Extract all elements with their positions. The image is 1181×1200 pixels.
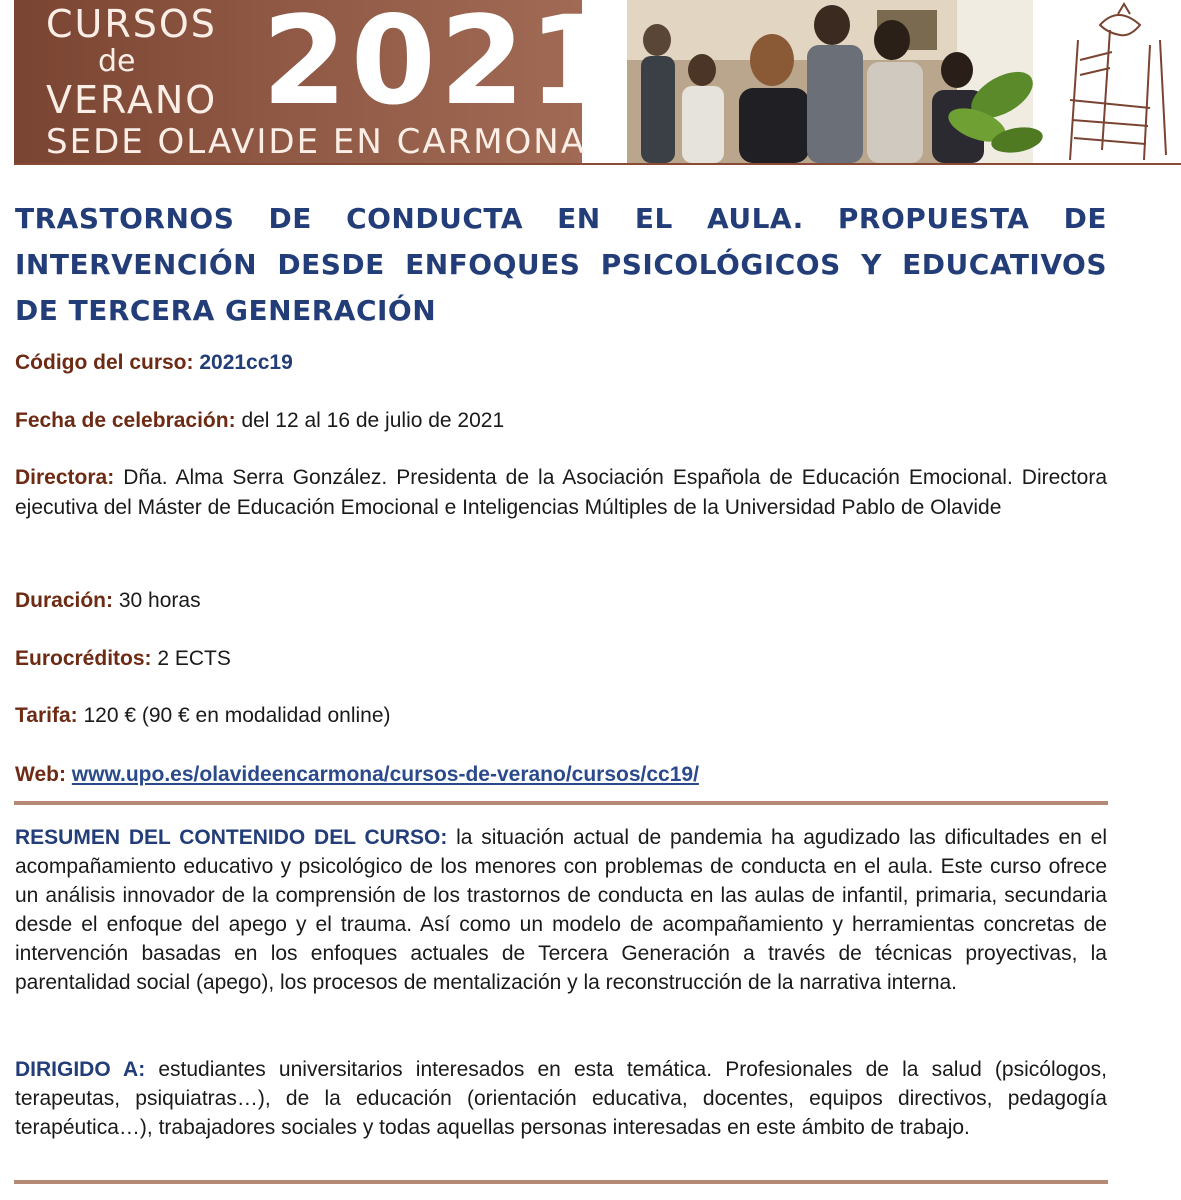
duracion-value: 30 horas <box>118 589 201 612</box>
fecha-label: Fecha de celebración: <box>15 409 236 432</box>
banner-year: 2021 <box>262 0 618 132</box>
web-link[interactable]: www.upo.es/olavideencarmona/cursos-de-verano/cursos/cc19/ <box>71 763 699 786</box>
directora-value: Dña. Alma Serra González. Presidenta de la Asociación Española de Educación Emocional. Directora ejecutiva del Máster de Educación Emocional e Inteligencias Múltiples de la Universidad Pablo de Olavide <box>15 466 1107 519</box>
banner-title-block <box>14 0 618 163</box>
resumen-section <box>15 823 1107 997</box>
fecha-value: del 12 al 16 de julio de 2021 <box>241 409 505 432</box>
eurocreditos-value: 2 ECTS <box>157 647 231 670</box>
banner-photo-image <box>627 0 1033 163</box>
field-duracion <box>15 586 1107 616</box>
field-web <box>15 760 1107 790</box>
web-label: Web: <box>15 763 66 786</box>
directora-label: Directora: <box>15 466 115 489</box>
tarifa-label: Tarifa: <box>15 704 78 727</box>
field-codigo <box>15 348 1107 378</box>
tarifa-value: 120 € (90 € en modalidad online) <box>83 704 391 727</box>
bottom-divider <box>14 1180 1108 1184</box>
field-eurocreditos <box>15 644 1107 674</box>
field-tarifa <box>15 701 1107 731</box>
field-directora <box>15 463 1107 523</box>
resumen-text: la situación actual de pandemia ha agudizado las dificultades en el acompañamiento educativo y psicológico de los menores con problemas de conducta en el aula. Este curso ofrece un análisis innovador de la comprensión de los trastornos de conducta en las aulas de infantil, primaria, secundaria desde el enfoque del apego y el trauma. Así como un modelo de acompañamiento y herramientas concretas de intervención basadas en los enfoques actuales de Tercera Generación a través de técnicas proyectivas, la parentalidad social (apego), los procesos de mentalización y la reconstrucción de la narrativa interna. <box>15 826 1107 994</box>
banner-de: de <box>98 44 136 79</box>
banner-divider <box>14 163 1181 165</box>
resumen-label: RESUMEN DEL CONTENIDO DEL CURSO: <box>15 826 448 849</box>
section-divider <box>14 801 1108 805</box>
banner-cursos: CURSOS <box>46 2 217 46</box>
chair-illustration <box>1040 0 1181 163</box>
field-fecha <box>15 406 1107 436</box>
chair-icon <box>1040 0 1181 163</box>
header-banner <box>0 0 1181 166</box>
dirigido-text: estudiantes universitarios interesados en esta temática. Profesionales de la salud (psicólogos, terapeutas, psiquiatras…), de la educación (orientación educativa, docentes, equipos directivos, pedagogía terapéutica…), trabajadores sociales y todas aquellas personas interesadas en este ámbito de trabajo. <box>15 1058 1107 1139</box>
dirigido-section <box>15 1055 1107 1142</box>
duracion-label: Duración: <box>15 589 114 612</box>
banner-sede: SEDE OLAVIDE EN CARMONA <box>46 122 586 162</box>
banner-verano: VERANO <box>46 78 218 122</box>
codigo-label: Código del curso: <box>15 351 194 374</box>
eurocreditos-label: Eurocréditos: <box>15 647 152 670</box>
dirigido-label: DIRIGIDO A: <box>15 1058 146 1081</box>
codigo-value: 2021cc19 <box>199 351 293 374</box>
banner-photo <box>627 0 1033 163</box>
course-title: TRASTORNOS DE CONDUCTA EN EL AULA. PROPUESTA DE INTERVENCIÓN DESDE ENFOQUES PSICOLÓGICOS Y EDUCATIVOS DE TERCERA GENERACIÓN <box>15 202 1107 327</box>
